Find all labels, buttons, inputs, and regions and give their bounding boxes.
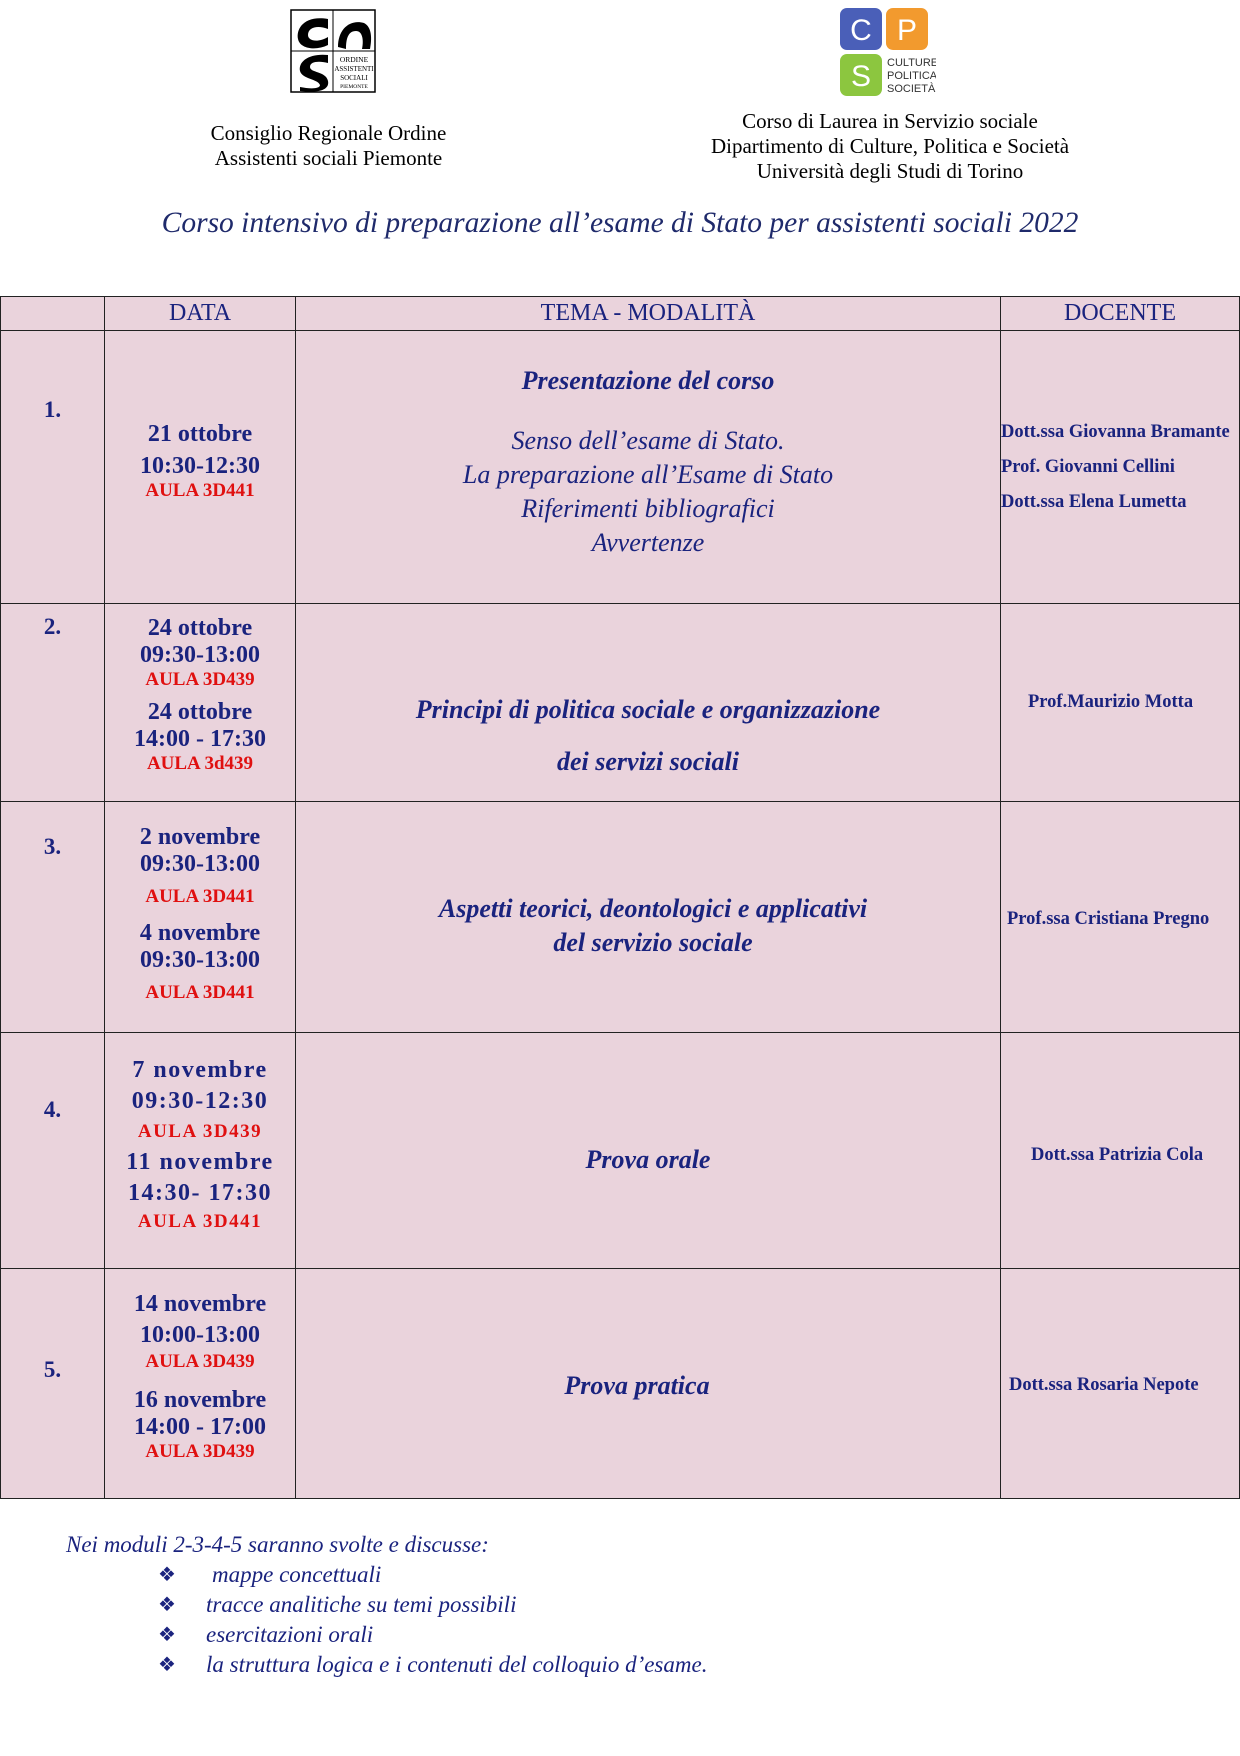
list-item: ❖ tracce analitiche su temi possibili	[158, 1590, 707, 1620]
date: 24 ottobre	[147, 615, 253, 641]
time: 14:00 - 17:00	[134, 1414, 266, 1440]
time: 10:30-12:30	[140, 453, 260, 479]
logo-line-2: ASSISTENTI	[334, 65, 374, 73]
date: 14 novembre	[133, 1291, 267, 1317]
room: AULA 3D441	[145, 982, 255, 1003]
table-header-row	[1, 297, 1240, 331]
logo-letter-p: P	[896, 14, 918, 47]
time: 14:30- 17:30	[128, 1180, 272, 1206]
time: 10:00-13:00	[140, 1322, 260, 1348]
row-number: 5.	[1, 1269, 105, 1499]
org-right-line: Dipartimento di Culture, Politica e Società	[710, 134, 1070, 158]
header-teacher: DOCENTE	[1001, 297, 1240, 331]
time: 09:30-13:00	[140, 851, 260, 877]
theme-title: Principi di politica sociale e organizzazione	[415, 695, 881, 724]
time: 09:30-13:00	[140, 947, 260, 973]
row-number: 1.	[1, 331, 105, 604]
date: 4 novembre	[139, 920, 261, 946]
logo-word-societa: SOCIETÀ	[887, 83, 936, 95]
theme-title-2: dei servizi sociali	[557, 747, 739, 776]
theme-cell	[296, 802, 1001, 1033]
teacher-cell	[1001, 604, 1240, 802]
row-number: 4.	[1, 1033, 105, 1269]
theme-cell	[296, 1033, 1001, 1269]
theme-title-2: del servizio sociale	[553, 928, 753, 957]
table-row	[1, 1269, 1240, 1499]
teacher-name: Prof.Maurizio Motta	[1028, 692, 1194, 712]
logo-line-3: SOCIALI	[340, 74, 368, 82]
diamond-bullet-icon: ❖	[158, 1654, 176, 1676]
table-row	[1, 331, 1240, 604]
date-cell	[105, 1269, 296, 1499]
logo-line-4: PIEMONTE	[340, 84, 368, 90]
teacher-cell	[1001, 331, 1240, 604]
room: AULA 3D439	[145, 669, 255, 690]
time: 09:30-13:00	[140, 642, 260, 668]
row-number: 3.	[1, 802, 105, 1033]
date: 24 ottobre	[147, 699, 253, 725]
date: 2 novembre	[139, 824, 261, 850]
date-cell	[105, 604, 296, 802]
notes-section	[66, 1530, 707, 1680]
teacher-name: Dott.ssa Rosaria Nepote	[1009, 1375, 1199, 1395]
date-cell	[105, 1033, 296, 1269]
org-right-line: Università degli Studi di Torino	[756, 159, 1024, 183]
header-date: DATA	[105, 297, 296, 331]
list-item: ❖ esercitazioni orali	[158, 1620, 707, 1650]
list-item: ❖ la struttura logica e i contenuti del colloquio d’esame.	[158, 1650, 707, 1680]
org-right-block	[640, 109, 1140, 184]
list-item: ❖ mappe concettuali	[158, 1560, 707, 1590]
theme-title: Presentazione del corso	[521, 366, 775, 395]
room: AULA 3D439	[145, 1441, 255, 1462]
teacher-name: Dott.ssa Patrizia Cola	[1031, 1145, 1204, 1165]
cps-department-logo	[840, 8, 936, 98]
room: AULA 3D441	[145, 886, 255, 907]
date-cell	[105, 331, 296, 604]
room: AULA 3D441	[137, 1211, 263, 1232]
row-number: 2.	[1, 604, 105, 802]
org-right-line: Corso di Laurea in Servizio sociale	[742, 109, 1038, 133]
teacher-cell	[1001, 802, 1240, 1033]
time: 09:30-12:30	[131, 1088, 269, 1114]
theme-cell	[296, 331, 1001, 604]
room: AULA 3d439	[146, 753, 254, 774]
time: 14:00 - 17:30	[134, 726, 266, 752]
theme-line: La preparazione all’Esame di Stato	[462, 460, 834, 489]
org-left-block	[150, 121, 507, 171]
theme-title: Aspetti teorici, deontologici e applicativi	[438, 894, 868, 923]
theme-line: Senso dell’esame di Stato.	[511, 426, 785, 455]
date: 16 novembre	[133, 1387, 267, 1413]
page-title: Corso intensivo di preparazione all’esame di Stato per assistenti sociali 2022	[161, 207, 1079, 239]
org-left-line: Consiglio Regionale Ordine	[210, 121, 447, 145]
org-left-line: Assistenti sociali Piemonte	[214, 146, 443, 170]
theme-title: Prova orale	[585, 1145, 711, 1174]
theme-line: Avvertenze	[591, 528, 705, 557]
teacher-cell	[1001, 1269, 1240, 1499]
table-row	[1, 802, 1240, 1033]
schedule-table	[0, 296, 1240, 1499]
teacher-name: Dott.ssa Elena Lumetta	[1001, 492, 1187, 512]
teacher-name: Prof. Giovanni Cellini	[1001, 457, 1175, 477]
diamond-bullet-icon: ❖	[158, 1594, 176, 1616]
room: AULA 3D441	[145, 480, 255, 501]
notes-intro: Nei moduli 2-3-4-5 saranno svolte e discusse:	[66, 1532, 489, 1557]
table-row	[1, 1033, 1240, 1269]
logo-word-politica: POLITICA	[887, 70, 936, 82]
date: 7 novembre	[132, 1057, 268, 1083]
logo-line-1: ORDINE	[339, 55, 369, 64]
table-row	[1, 604, 1240, 802]
room: AULA 3D439	[145, 1351, 255, 1372]
header-num	[1, 297, 105, 331]
theme-cell	[296, 1269, 1001, 1499]
logo-letter-c: C	[850, 14, 872, 47]
ordine-assistenti-sociali-logo	[290, 9, 376, 93]
date: 11 novembre	[126, 1149, 274, 1175]
theme-cell	[296, 604, 1001, 802]
date-cell	[105, 802, 296, 1033]
header-theme: TEMA - MODALITÀ	[296, 297, 1001, 331]
date: 21 ottobre	[147, 421, 253, 447]
room: AULA 3D439	[137, 1121, 263, 1142]
diamond-bullet-icon: ❖	[158, 1564, 176, 1586]
logo-letter-s: S	[850, 60, 872, 93]
diamond-bullet-icon: ❖	[158, 1624, 176, 1646]
notes-list	[66, 1560, 707, 1680]
teacher-name: Prof.ssa Cristiana Pregno	[1007, 909, 1210, 929]
theme-title: Prova pratica	[564, 1371, 710, 1400]
theme-line: Riferimenti bibliografici	[521, 494, 775, 523]
logo-word-culture: CULTURE	[887, 57, 936, 69]
teacher-name: Dott.ssa Giovanna Bramante	[1001, 422, 1230, 442]
teacher-cell	[1001, 1033, 1240, 1269]
